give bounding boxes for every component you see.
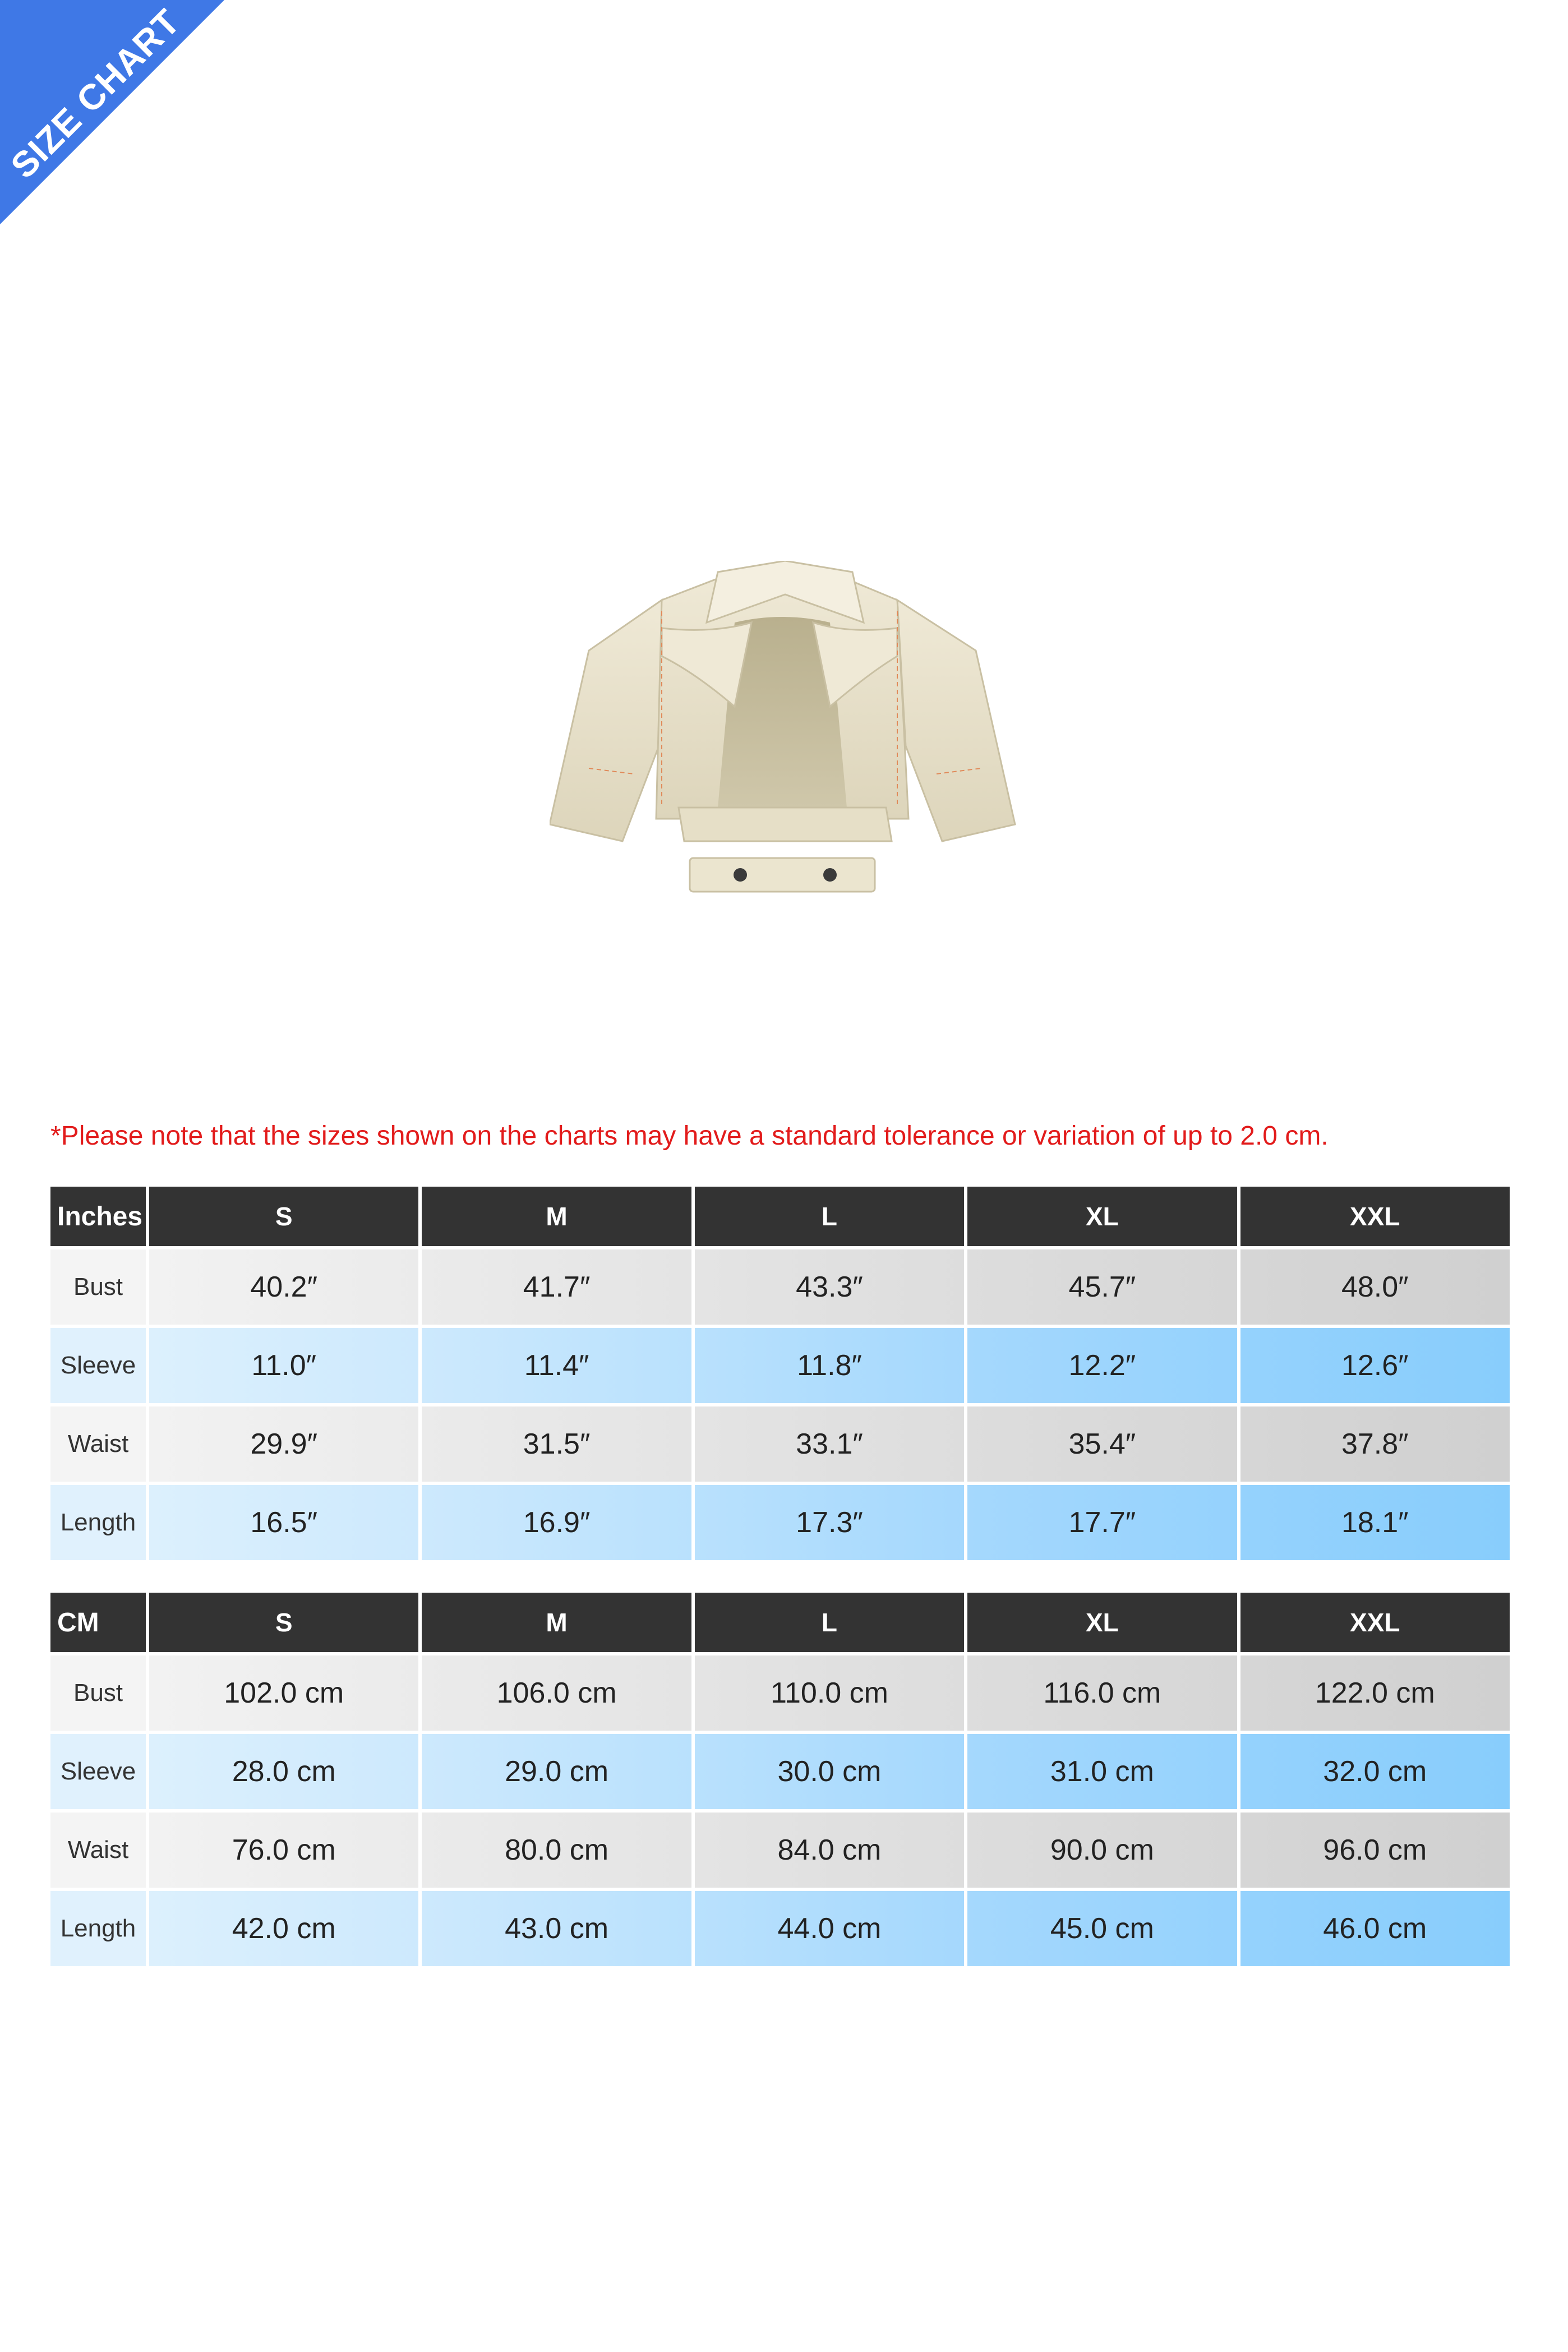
table-row — [50, 1328, 1510, 1403]
inches-corner-label: Inches — [50, 1187, 146, 1246]
row-label-waist: Waist — [50, 1406, 146, 1482]
row-label-bust: Bust — [50, 1249, 146, 1325]
cm-corner-label: CM — [50, 1593, 146, 1652]
tolerance-note: *Please note that the sizes shown on the charts may have a standard tolerance or variation of up to 2.0 cm. — [50, 1121, 1329, 1151]
table-cell: 11.4″ — [422, 1328, 691, 1403]
table-cell: 18.1″ — [1240, 1485, 1510, 1560]
table-cell: 41.7″ — [422, 1249, 691, 1325]
row-label-length: Length — [50, 1485, 146, 1560]
table-cell: 45.7″ — [967, 1249, 1237, 1325]
row-label-sleeve: Sleeve — [50, 1734, 146, 1809]
table-cell: 46.0 cm — [1240, 1891, 1510, 1966]
size-header-s: S — [149, 1187, 418, 1246]
table-cell: 29.9″ — [149, 1406, 418, 1482]
table-cell: 106.0 cm — [422, 1655, 691, 1731]
table-cell: 16.9″ — [422, 1485, 691, 1560]
inches-header-row — [50, 1187, 1510, 1246]
size-header-xl: XL — [967, 1593, 1237, 1652]
table-cell: 11.0″ — [149, 1328, 418, 1403]
table-cell: 90.0 cm — [967, 1813, 1237, 1888]
table-cell: 17.7″ — [967, 1485, 1237, 1560]
table-cell: 42.0 cm — [149, 1891, 418, 1966]
size-header-s: S — [149, 1593, 418, 1652]
table-cell: 80.0 cm — [422, 1813, 691, 1888]
table-row — [50, 1249, 1510, 1325]
row-label-sleeve: Sleeve — [50, 1328, 146, 1403]
table-cell: 43.0 cm — [422, 1891, 691, 1966]
table-cell: 16.5″ — [149, 1485, 418, 1560]
table-cell: 110.0 cm — [695, 1655, 964, 1731]
table-cell: 32.0 cm — [1240, 1734, 1510, 1809]
table-cell: 29.0 cm — [422, 1734, 691, 1809]
table-cell: 35.4″ — [967, 1406, 1237, 1482]
table-cell: 48.0″ — [1240, 1249, 1510, 1325]
table-cell: 76.0 cm — [149, 1813, 418, 1888]
inches-size-table — [47, 1183, 1513, 1564]
table-cell: 30.0 cm — [695, 1734, 964, 1809]
table-cell: 17.3″ — [695, 1485, 964, 1560]
size-header-xxl: XXL — [1240, 1593, 1510, 1652]
table-cell: 31.5″ — [422, 1406, 691, 1482]
table-cell: 122.0 cm — [1240, 1655, 1510, 1731]
table-cell: 28.0 cm — [149, 1734, 418, 1809]
size-header-l: L — [695, 1187, 964, 1246]
table-cell: 40.2″ — [149, 1249, 418, 1325]
product-image — [550, 561, 1021, 908]
size-header-m: M — [422, 1593, 691, 1652]
table-cell: 37.8″ — [1240, 1406, 1510, 1482]
table-row — [50, 1813, 1510, 1888]
table-cell: 96.0 cm — [1240, 1813, 1510, 1888]
size-header-l: L — [695, 1593, 964, 1652]
row-label-bust: Bust — [50, 1655, 146, 1731]
table-cell: 11.8″ — [695, 1328, 964, 1403]
table-cell: 102.0 cm — [149, 1655, 418, 1731]
table-cell: 45.0 cm — [967, 1891, 1237, 1966]
table-cell: 44.0 cm — [695, 1891, 964, 1966]
size-header-xl: XL — [967, 1187, 1237, 1246]
row-label-waist: Waist — [50, 1813, 146, 1888]
table-cell: 84.0 cm — [695, 1813, 964, 1888]
cm-size-table — [47, 1589, 1513, 1970]
table-row — [50, 1734, 1510, 1809]
cm-header-row — [50, 1593, 1510, 1652]
table-row — [50, 1655, 1510, 1731]
table-cell: 12.6″ — [1240, 1328, 1510, 1403]
ribbon-triangle — [0, 0, 224, 224]
row-label-length: Length — [50, 1891, 146, 1966]
table-row — [50, 1485, 1510, 1560]
size-chart-ribbon — [0, 0, 236, 236]
ribbon-label: SIZE CHART — [3, 1, 188, 186]
table-row — [50, 1891, 1510, 1966]
table-cell: 12.2″ — [967, 1328, 1237, 1403]
size-header-xxl: XXL — [1240, 1187, 1510, 1246]
table-cell: 116.0 cm — [967, 1655, 1237, 1731]
size-header-m: M — [422, 1187, 691, 1246]
cropped-jacket-icon — [550, 561, 1021, 908]
table-cell: 33.1″ — [695, 1406, 964, 1482]
table-row — [50, 1406, 1510, 1482]
table-cell: 31.0 cm — [967, 1734, 1237, 1809]
table-cell: 43.3″ — [695, 1249, 964, 1325]
